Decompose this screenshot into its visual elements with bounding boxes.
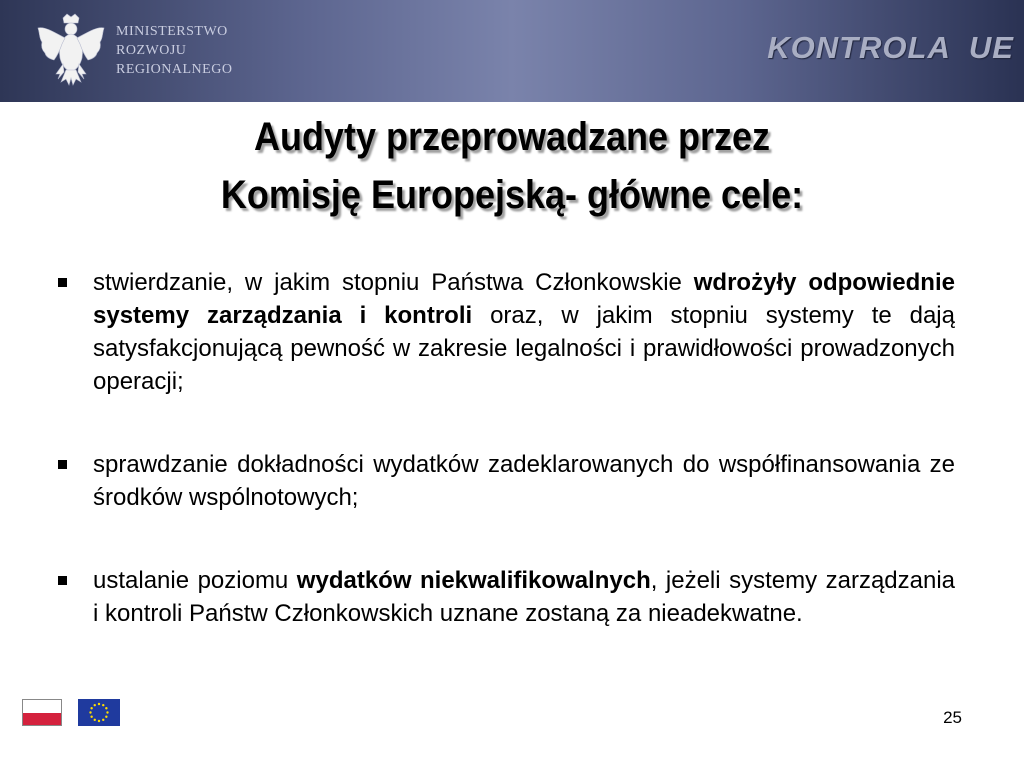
eu-star-icon	[90, 716, 92, 718]
bullet-item-2	[55, 448, 955, 514]
ministry-name	[116, 22, 232, 79]
slide-title-line-1: Audyty przeprowadzane przez	[253, 115, 771, 159]
square-bullet-icon	[58, 576, 67, 585]
ministry-line-2: ROZWOJU	[116, 43, 187, 58]
ministry-line-1: MINISTERSTWO	[116, 24, 228, 39]
eu-star-icon	[105, 707, 107, 709]
ministry-line-3: REGIONALNEGO	[116, 62, 233, 77]
eu-star-icon	[94, 704, 96, 706]
poland-flag-icon	[22, 699, 62, 726]
bullet-item-1	[55, 266, 955, 398]
bullet-1-text: stwierdzanie, w jakim stopniu Państwa Członkowskie	[93, 269, 694, 296]
page-number: 25	[943, 708, 962, 727]
eu-star-icon	[105, 716, 107, 718]
bullet-2-text: sprawdzanie dokładności wydatków zadeklarowanych do współfinansowania ze środków wspólnotowych;	[93, 451, 955, 511]
bullet-list	[55, 266, 955, 630]
bullet-3-text: ustalanie poziomu	[93, 567, 297, 594]
bullet-3-bold: wydatków niekwalifikowalnych	[296, 567, 651, 594]
kontrola-ue-badge: KONTROLA UE	[767, 30, 1014, 65]
eu-star-icon	[106, 711, 108, 713]
header-banner	[0, 0, 1024, 102]
eu-star-icon	[102, 704, 104, 706]
slide-title	[51, 108, 973, 224]
eu-star-icon	[98, 720, 100, 722]
eu-star-icon	[90, 707, 92, 709]
eu-star-icon	[98, 703, 100, 705]
eu-star-icon	[94, 719, 96, 721]
square-bullet-icon	[58, 460, 67, 469]
slide-title-line-2: Komisję Europejską- główne cele:	[220, 173, 804, 217]
bullet-1-bold: wdrożyły odpowiednie systemy zarządzania i kontroli	[93, 269, 955, 329]
bullet-1-text-tail: oraz, w jakim stopniu systemy te dają satysfakcjonującą pewność w zakresie legalności i prawidłowości prowadzonych operacji;	[93, 302, 955, 395]
eu-star-icon	[89, 711, 91, 713]
square-bullet-icon	[58, 278, 67, 287]
eu-star-icon	[102, 719, 104, 721]
bullet-item-3	[55, 564, 955, 630]
polish-eagle-emblem-icon	[36, 12, 106, 88]
eu-flag-icon	[78, 699, 120, 726]
bullet-3-text-tail: , jeżeli systemy zarządzania i kontroli Państw Członkowskich uznane zostaną za nieadekwatne.	[93, 567, 956, 627]
